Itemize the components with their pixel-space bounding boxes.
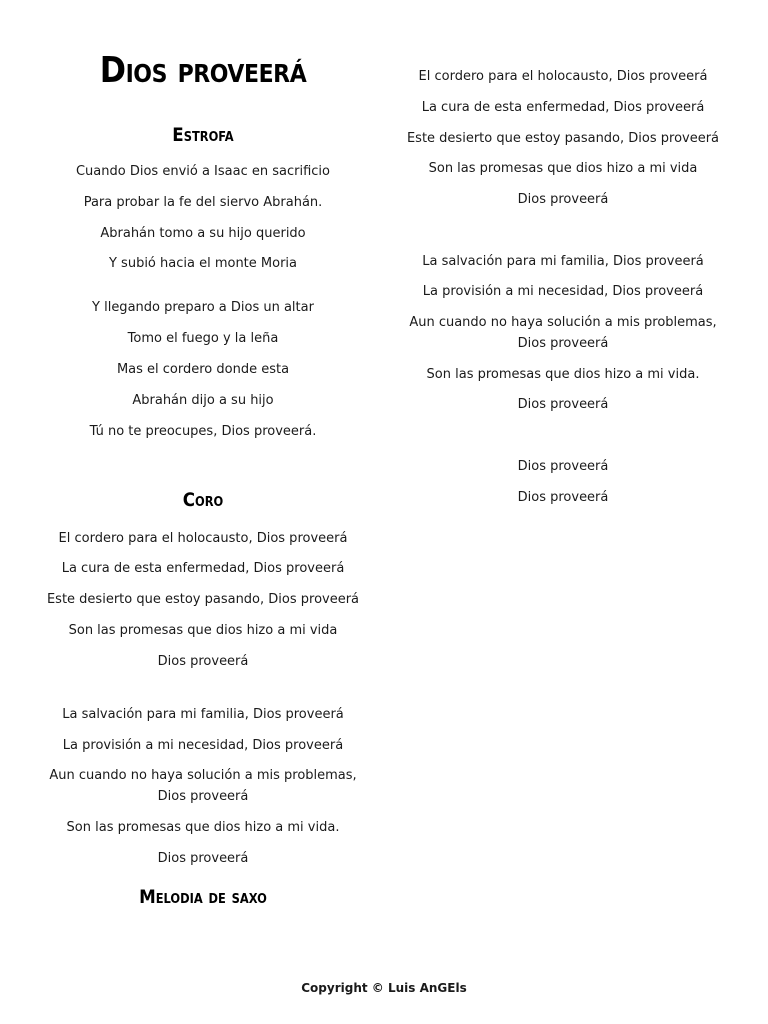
coro-line: Aun cuando no haya solución a mis problemas, (49, 768, 357, 783)
melodia-heading: Melodia de saxo (139, 886, 267, 908)
coro-line: Dios proveerá (517, 336, 609, 351)
estrofa-line: Cuando Dios envió a Isaac en sacrificio (75, 164, 330, 179)
estrofa-line: Abrahán dijo a su hijo (132, 393, 274, 408)
coro-line: Dios proveerá (157, 851, 249, 866)
estrofa-line: Y subió hacia el monte Moria (108, 256, 298, 271)
coro-line: Este desierto que estoy pasando, Dios proveerá (406, 131, 720, 146)
coro-line: La cura de esta enfermedad, Dios proveerá (61, 561, 345, 576)
coro-line: Aun cuando no haya solución a mis problemas, (409, 315, 717, 330)
coro-line: Dios proveerá (517, 397, 609, 412)
coro-line: La salvación para mi familia, Dios proveerá (62, 707, 344, 722)
estrofa-heading: Estrofa (172, 124, 234, 146)
estrofa-line: Tomo el fuego y la leña (127, 331, 279, 346)
song-title: Dios proveerá (99, 50, 307, 91)
coro-line: El cordero para el holocausto, Dios proveerá (418, 69, 708, 84)
coro-line: Dios proveerá (157, 654, 249, 669)
coro-line: Son las promesas que dios hizo a mi vida (428, 161, 698, 176)
coro-heading: Coro (182, 489, 224, 511)
coro-line: El cordero para el holocausto, Dios proveerá (58, 531, 348, 546)
estrofa-line: Para probar la fe del siervo Abrahán. (83, 195, 323, 210)
coro-line: Dios proveerá (157, 789, 249, 804)
coro-line: Dios proveerá (517, 490, 609, 505)
coro-line: Dios proveerá (517, 459, 609, 474)
estrofa-line: Tú no te preocupes, Dios proveerá. (89, 424, 317, 439)
coro-line: Son las promesas que dios hizo a mi vida. (66, 820, 340, 835)
copyright-footer: Copyright © Luis AnGEls (301, 981, 467, 995)
estrofa-line: Mas el cordero donde esta (116, 362, 290, 377)
estrofa-line: Y llegando preparo a Dios un altar (92, 300, 314, 315)
coro-line: Dios proveerá (517, 192, 609, 207)
coro-line: Son las promesas que dios hizo a mi vida. (426, 367, 700, 382)
coro-line: Este desierto que estoy pasando, Dios proveerá (46, 592, 360, 607)
coro-line: La provisión a mi necesidad, Dios proveerá (422, 284, 704, 299)
estrofa-line: Abrahán tomo a su hijo querido (100, 226, 306, 241)
coro-line: La salvación para mi familia, Dios proveerá (422, 254, 704, 269)
coro-line: Son las promesas que dios hizo a mi vida (68, 623, 338, 638)
coro-line: La provisión a mi necesidad, Dios proveerá (62, 738, 344, 753)
coro-line: La cura de esta enfermedad, Dios proveerá (421, 100, 705, 115)
